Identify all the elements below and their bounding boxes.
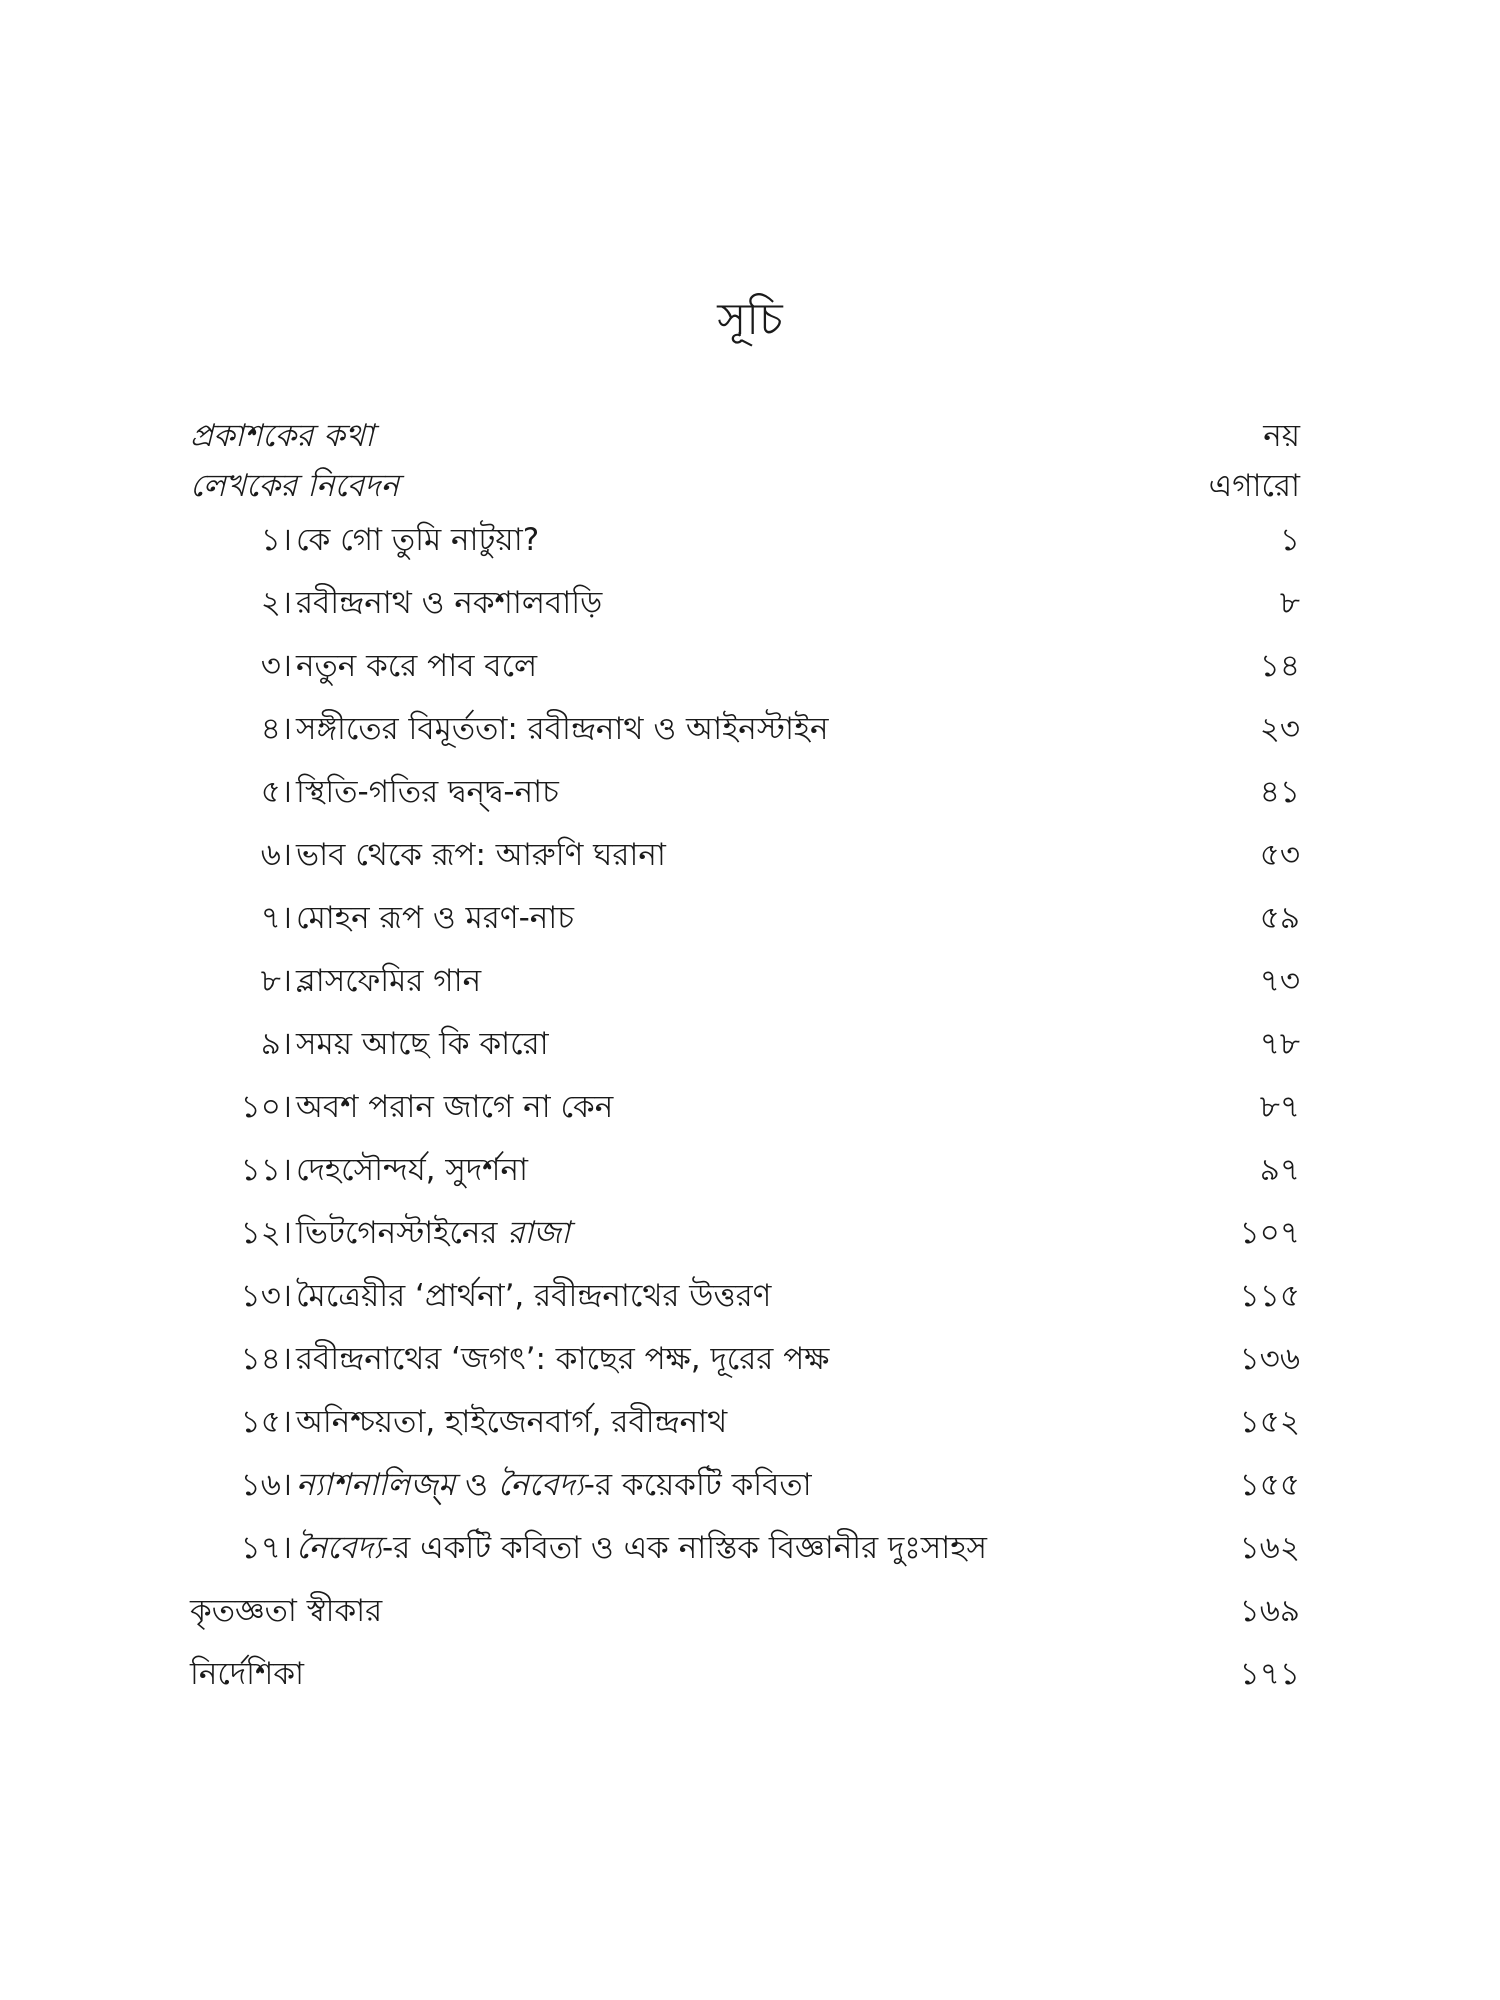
toc-chapter-15[interactable] <box>190 1394 1300 1450</box>
chapter-title-part: -র একটি কবিতা ও এক নাস্তিক বিজ্ঞানীর দুঃসাহস <box>382 1530 988 1566</box>
toc-entry-page: ১৭১ <box>1239 1656 1300 1692</box>
toc-chapter-2[interactable] <box>190 575 1300 631</box>
chapter-number: ১৩। <box>240 1278 292 1314</box>
chapter-number: ৭। <box>260 900 292 936</box>
toc-chapter-12[interactable] <box>190 1205 1300 1261</box>
chapter-title-italic-part: নৈবেদ্য <box>497 1467 584 1503</box>
chapter-number: ৮। <box>260 963 292 999</box>
chapter-page: ৮৭ <box>1259 1089 1300 1125</box>
toc-chapter-4[interactable] <box>190 701 1300 757</box>
chapter-title <box>296 1205 570 1261</box>
chapter-page: ১০৭ <box>1239 1215 1300 1251</box>
chapter-title-part: ভিটগেনস্টাইনের <box>296 1215 508 1251</box>
chapter-page: ২৩ <box>1259 711 1300 747</box>
chapter-page: ৪১ <box>1259 774 1300 810</box>
chapter-title: দেহসৌন্দর্য, সুদর্শনা <box>296 1152 528 1188</box>
toc-entry-title: প্রকাশকের কথা <box>190 418 374 454</box>
chapter-title <box>296 1520 987 1576</box>
chapter-page: ১৫৫ <box>1239 1467 1300 1503</box>
toc-entry-publishers-note[interactable] <box>190 408 1300 464</box>
chapter-number: ৫। <box>260 774 292 810</box>
chapter-title: সময় আছে কি কারো <box>296 1026 549 1062</box>
chapter-page: ১৪ <box>1259 648 1300 684</box>
toc-chapter-7[interactable] <box>190 890 1300 946</box>
toc-chapter-5[interactable] <box>190 764 1300 820</box>
chapter-number: ৬। <box>260 837 292 873</box>
toc-chapter-17[interactable] <box>190 1520 1300 1576</box>
toc-chapter-11[interactable] <box>190 1142 1300 1198</box>
chapter-page: ১৩৬ <box>1239 1341 1300 1377</box>
toc-chapter-14[interactable] <box>190 1331 1300 1387</box>
table-of-contents <box>190 408 1300 1708</box>
chapter-number: ১২। <box>240 1215 292 1251</box>
chapter-title: অনিশ্চয়তা, হাইজেনবার্গ, রবীন্দ্রনাথ <box>296 1404 728 1440</box>
toc-chapter-8[interactable] <box>190 953 1300 1009</box>
toc-chapter-9[interactable] <box>190 1016 1300 1072</box>
toc-chapter-6[interactable] <box>190 827 1300 883</box>
page-title: সূচি <box>717 294 783 345</box>
chapter-title: ব্লাসফেমির গান <box>296 963 482 999</box>
chapter-title-italic-part: নৈবেদ্য <box>296 1530 383 1566</box>
chapter-title: স্থিতি-গতির দ্বন্দ্ব-নাচ <box>296 774 559 810</box>
toc-entry-index[interactable] <box>190 1646 1300 1702</box>
chapter-page: ১১৫ <box>1239 1278 1300 1314</box>
chapter-page: ৭৩ <box>1259 963 1300 999</box>
toc-entry-page: ১৬৯ <box>1239 1593 1300 1629</box>
toc-chapter-1[interactable] <box>190 512 1300 568</box>
chapter-title-italic-part: ন্যাশনালিজ্‌ম <box>296 1467 456 1503</box>
chapter-title-italic-part: রাজা <box>507 1215 571 1251</box>
chapter-title: অবশ পরান জাগে না কেন <box>296 1089 614 1125</box>
chapter-title: মৈত্রেয়ীর ‘প্রার্থনা’, রবীন্দ্রনাথের উত্তরণ <box>296 1278 772 1314</box>
toc-entry-title: নির্দেশিকা <box>190 1656 305 1692</box>
chapter-page: ১ <box>1279 522 1300 558</box>
chapter-title-part: -র কয়েকটি কবিতা <box>583 1467 812 1503</box>
chapter-number: ১০। <box>240 1089 292 1125</box>
chapter-page: ৭৮ <box>1259 1026 1300 1062</box>
toc-chapter-3[interactable] <box>190 638 1300 694</box>
chapter-number: ১১। <box>240 1152 292 1188</box>
chapter-number: ১৭। <box>240 1530 292 1566</box>
chapter-title: সঙ্গীতের বিমূর্ততা: রবীন্দ্রনাথ ও আইনস্টাইন <box>296 711 829 747</box>
toc-chapter-13[interactable] <box>190 1268 1300 1324</box>
chapter-page: ১৬২ <box>1239 1530 1300 1566</box>
chapter-number: ৪। <box>260 711 292 747</box>
chapter-page: ৫৯ <box>1259 900 1300 936</box>
toc-entry-title: কৃতজ্ঞতা স্বীকার <box>190 1593 383 1629</box>
chapter-title: রবীন্দ্রনাথ ও নকশালবাড়ি <box>296 585 603 621</box>
chapter-title <box>296 1457 812 1513</box>
toc-entry-title: লেখকের নিবেদন <box>190 468 399 504</box>
chapter-title: মোহন রূপ ও মরণ-নাচ <box>296 900 574 936</box>
toc-entry-acknowledgements[interactable] <box>190 1583 1300 1639</box>
chapter-page: ৮ <box>1279 585 1300 621</box>
chapter-number: ১৪। <box>240 1341 292 1377</box>
chapter-page: ১৫২ <box>1239 1404 1300 1440</box>
chapter-number: ৩। <box>260 648 292 684</box>
toc-entry-page: নয় <box>1263 418 1300 454</box>
chapter-title: কে গো তুমি নাটুয়া? <box>296 522 540 558</box>
toc-entry-authors-note[interactable] <box>190 458 1300 514</box>
chapter-title: ভাব থেকে রূপ: আরুণি ঘরানা <box>296 837 666 873</box>
toc-chapter-16[interactable] <box>190 1457 1300 1513</box>
chapter-number: ১। <box>260 522 292 558</box>
chapter-title: রবীন্দ্রনাথের ‘জগৎ’: কাছের পক্ষ, দূরের পক্ষ <box>296 1341 830 1377</box>
chapter-title: নতুন করে পাব বলে <box>296 648 538 684</box>
chapter-page: ৫৩ <box>1259 837 1300 873</box>
toc-chapter-10[interactable] <box>190 1079 1300 1135</box>
chapter-number: ৯। <box>260 1026 292 1062</box>
chapter-number: ১৫। <box>240 1404 292 1440</box>
chapter-number: ১৬। <box>240 1467 292 1503</box>
chapter-title-part: ও <box>455 1467 498 1503</box>
toc-entry-page: এগারো <box>1208 468 1300 504</box>
chapter-number: ২। <box>260 585 292 621</box>
chapter-page: ৯৭ <box>1259 1152 1300 1188</box>
